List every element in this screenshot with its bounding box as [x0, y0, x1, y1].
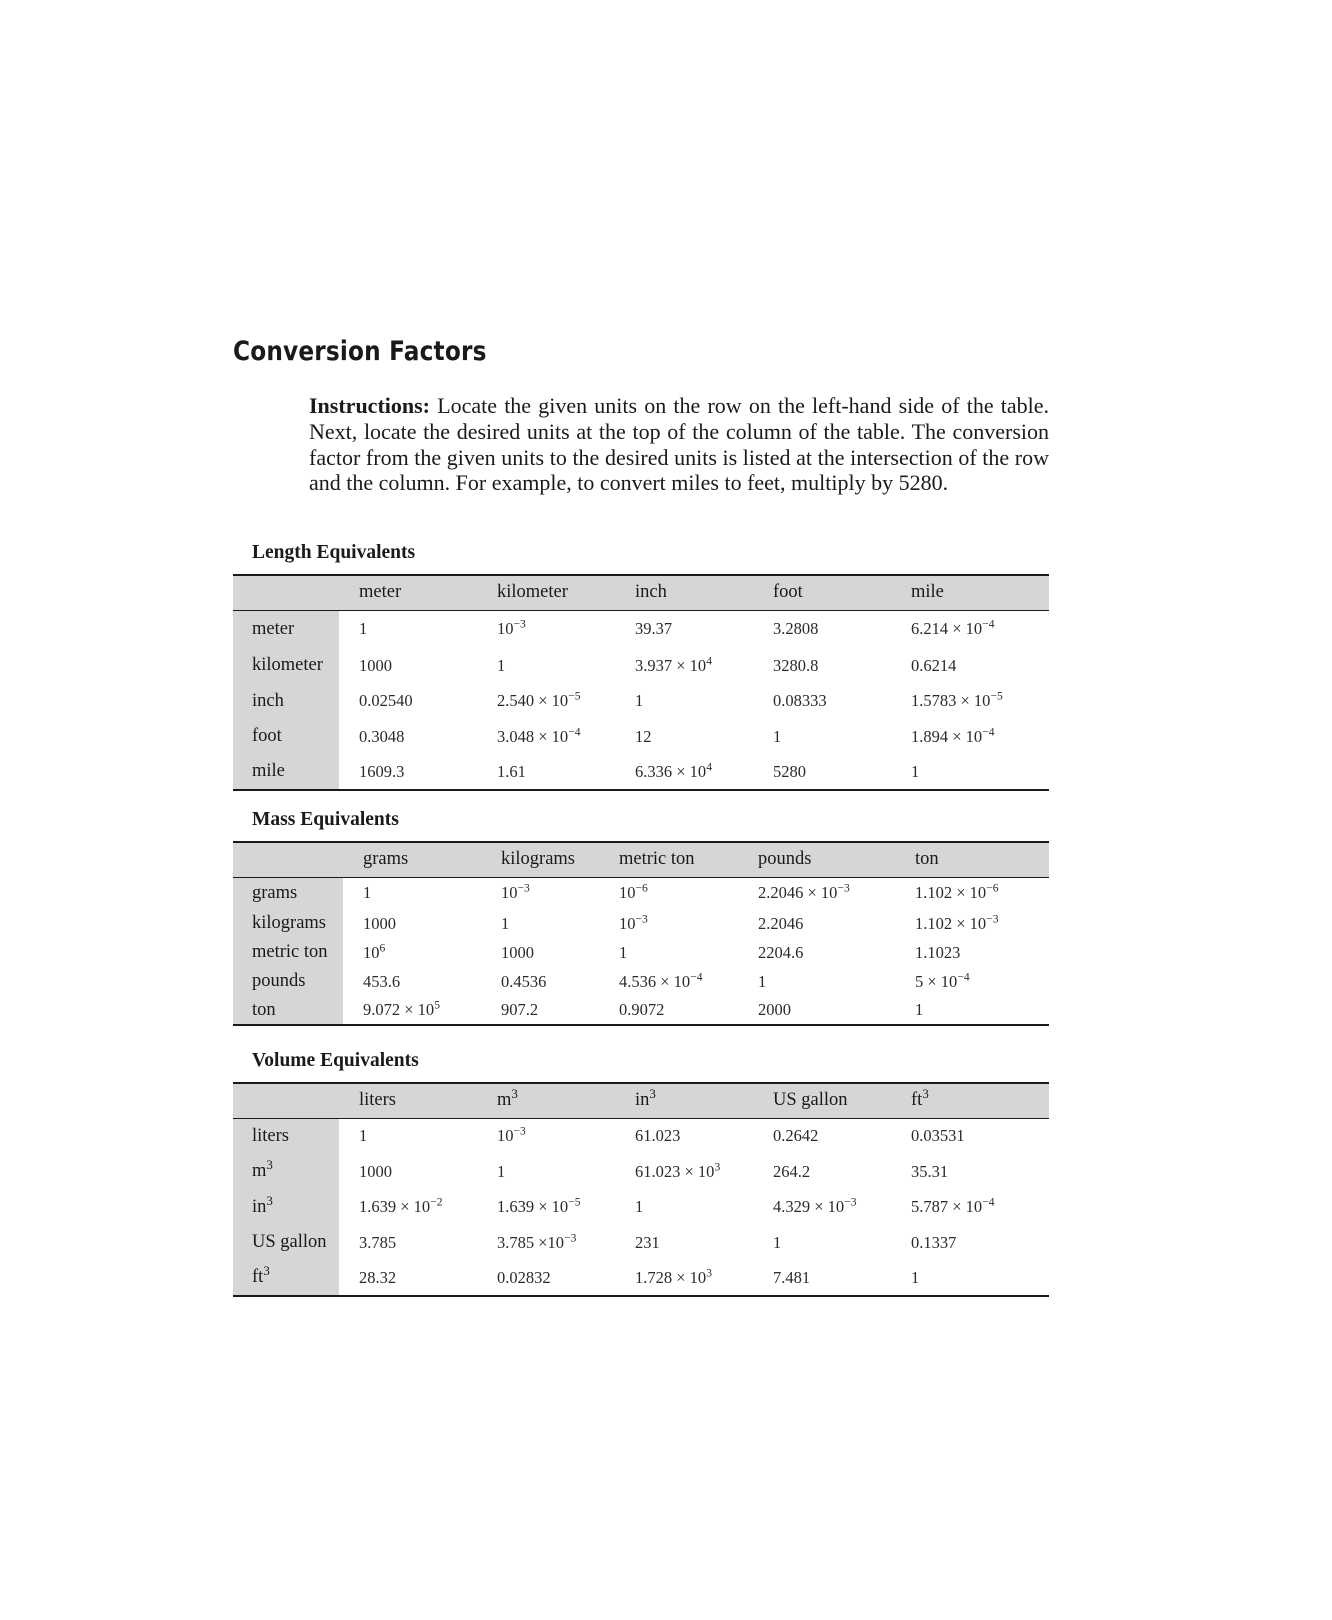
table-cell: $3.048 \times 10^{-4}$ [497, 726, 581, 746]
table-cell: 61.023 [635, 1126, 681, 1146]
table-cell: 1 [758, 971, 767, 991]
table-cell: 35.31 [911, 1161, 949, 1181]
table-cell: 0.1337 [911, 1232, 957, 1252]
table-cell: 1 [773, 726, 782, 746]
row-header-mile: mile [233, 755, 339, 791]
table-cell: $10^6$ [363, 942, 386, 962]
table-corner-cell [233, 1083, 339, 1118]
table-cell: 3280.8 [773, 655, 819, 675]
table-cell: 1 [497, 1161, 506, 1181]
row-header-kilometer: kilometer [233, 648, 339, 684]
table-row [233, 1190, 1049, 1226]
table-corner-cell [233, 842, 343, 877]
table-cell: 1 [911, 1267, 920, 1287]
row-header-us-gallon: US gallon [233, 1225, 339, 1261]
table-row [233, 938, 1049, 967]
row-header-inch: inch [233, 684, 339, 720]
column-header-inch: inch [615, 575, 753, 610]
column-header-metric-ton: metric ton [599, 842, 738, 877]
table-cell: 1 [911, 761, 920, 781]
mass-heading: Mass Equivalents [252, 809, 399, 830]
column-header-ton: ton [895, 842, 1049, 877]
table-cell: $1.639 \times 10^{-2}$ [359, 1196, 443, 1217]
column-header-ft3: $ft^3$ [891, 1083, 1049, 1118]
table-cell: 1 [915, 1000, 924, 1019]
column-header-grams: grams [343, 842, 481, 877]
table-cell: $10^{-3}$ [497, 1125, 526, 1146]
table-cell: $1.102 \times 10^{-3}$ [915, 913, 999, 933]
table-cell: $6.214 \times 10^{-4}$ [911, 618, 995, 639]
table-row [233, 610, 1049, 648]
row-header-foot: foot [233, 719, 339, 755]
column-header-in3: $in^3$ [615, 1083, 753, 1118]
table-cell: 2.2046 [758, 913, 804, 933]
table-cell: 0.02832 [497, 1267, 551, 1287]
instructions-text: Locate the given units on the row on the left-hand side of the table. Next, locate the desired units at the top of the column of the table. The conversion factor from the given units to the desired units is listed at the intersection of the row and the column. For example, to convert miles to feet, multiply by 5280. [309, 393, 1050, 496]
column-header-m3: $m^3$ [477, 1083, 615, 1118]
table-cell: $10^{-3}$ [501, 882, 530, 903]
row-header-liters: liters [233, 1118, 339, 1154]
table-cell: 0.2642 [773, 1126, 819, 1146]
table-cell: 2000 [758, 1000, 791, 1019]
length-section [233, 540, 1049, 791]
row-header-ton: ton [233, 996, 343, 1025]
table-row [233, 1225, 1049, 1261]
table-cell: $2.2046 \times 10^{-3}$ [758, 882, 850, 903]
length-heading: Length Equivalents [252, 542, 416, 563]
table-cell: 1 [773, 1232, 782, 1252]
table-cell: $5.787 \times 10^{-4}$ [911, 1196, 995, 1217]
table-cell: $9.072 \times 10^5$ [363, 999, 440, 1019]
table-cell: 39.37 [635, 619, 673, 639]
mass-table [233, 841, 1049, 1026]
volume-section [233, 1048, 1049, 1297]
table-header-row [233, 1083, 1049, 1118]
table-cell: 453.6 [363, 971, 401, 991]
table-cell: 0.08333 [773, 691, 827, 711]
table-cell: 0.4536 [501, 971, 547, 991]
table-cell: 5280 [773, 761, 806, 781]
table-row [233, 877, 1049, 909]
instructions-label: Instructions: [309, 393, 431, 418]
page-title: Conversion Factors [233, 336, 487, 367]
row-header-pounds: pounds [233, 967, 343, 996]
volume-heading: Volume Equivalents [252, 1050, 419, 1071]
table-row [233, 1154, 1049, 1190]
table-cell: 0.6214 [911, 655, 957, 675]
table-cell: 231 [635, 1232, 660, 1252]
table-row [233, 755, 1049, 791]
column-header-kilograms: kilograms [481, 842, 599, 877]
table-cell: $2.540 \times 10^{-5}$ [497, 690, 581, 711]
row-header-grams: grams [233, 877, 343, 909]
table-cell: 264.2 [773, 1161, 811, 1181]
table-cell: 1 [619, 942, 628, 962]
table-row [233, 967, 1049, 996]
table-cell: $10^{-3}$ [497, 618, 526, 639]
table-cell: 3.2808 [773, 619, 819, 639]
table-row [233, 996, 1049, 1025]
table-cell: 0.3048 [359, 726, 405, 746]
row-header-kilograms: kilograms [233, 909, 343, 938]
table-cell: 1000 [501, 942, 534, 962]
row-header-ft3: $ft^3$ [233, 1261, 339, 1297]
table-cell: 1 [635, 691, 644, 711]
table-row [233, 684, 1049, 720]
table-cell: 0.9072 [619, 1000, 665, 1019]
table-cell: $3.937 \times 10^4$ [635, 655, 712, 675]
table-header-row [233, 575, 1049, 610]
table-cell: 1 [359, 1126, 368, 1146]
column-header-us-gallon: US gallon [753, 1083, 891, 1118]
table-cell: $1.728 \times 10^3$ [635, 1267, 712, 1287]
table-cell: $10^{-6}$ [619, 882, 648, 903]
table-cell: 1000 [359, 655, 392, 675]
table-cell: 1.61 [497, 761, 526, 781]
table-row [233, 1118, 1049, 1154]
table-cell: 1000 [359, 1161, 392, 1181]
table-cell: $1.639 \times 10^{-5}$ [497, 1196, 581, 1217]
table-row [233, 1261, 1049, 1297]
table-row [233, 909, 1049, 938]
table-cell: $10^{-3}$ [619, 913, 648, 933]
table-corner-cell [233, 575, 339, 610]
table-cell: 1 [497, 655, 506, 675]
table-row [233, 719, 1049, 755]
length-table [233, 574, 1049, 791]
column-header-foot: foot [753, 575, 891, 610]
table-cell: $1.5783 \times 10^{-5}$ [911, 690, 1003, 711]
table-cell: 1 [359, 619, 368, 639]
table-cell: 28.32 [359, 1267, 397, 1287]
table-cell: 12 [635, 726, 652, 746]
table-cell: 1000 [363, 913, 396, 933]
table-cell: 1 [501, 913, 510, 933]
table-cell: $3.785 \times 10^{-3}$ [497, 1232, 577, 1252]
row-header-m3: $m^3$ [233, 1154, 339, 1190]
table-row [233, 648, 1049, 684]
instructions-paragraph [309, 393, 1049, 496]
table-cell: $6.336 \times 10^4$ [635, 761, 712, 781]
column-header-mile: mile [891, 575, 1049, 610]
column-header-kilometer: kilometer [477, 575, 615, 610]
column-header-meter: meter [339, 575, 477, 610]
table-cell: $1.894 \times 10^{-4}$ [911, 726, 995, 746]
table-cell: 2204.6 [758, 942, 804, 962]
table-cell: 7.481 [773, 1267, 811, 1287]
table-cell: $4.329 \times 10^{-3}$ [773, 1196, 857, 1217]
column-header-pounds: pounds [738, 842, 895, 877]
table-header-row [233, 842, 1049, 877]
table-cell: 907.2 [501, 1000, 539, 1019]
table-cell: 0.02540 [359, 691, 413, 711]
table-cell: 1 [635, 1197, 644, 1217]
volume-table [233, 1082, 1049, 1297]
table-cell: $5 \times 10^{-4}$ [915, 971, 970, 991]
mass-section [233, 807, 1049, 1026]
table-cell: 1609.3 [359, 761, 405, 781]
column-header-liters: liters [339, 1083, 477, 1118]
row-header-metric-ton: metric ton [233, 938, 343, 967]
table-cell: $1.102 \times 10^{-6}$ [915, 882, 999, 903]
row-header-meter: meter [233, 610, 339, 648]
table-cell: 3.785 [359, 1232, 397, 1252]
table-cell: 0.03531 [911, 1126, 965, 1146]
table-cell: $61.023 \times 10^3$ [635, 1161, 721, 1181]
table-cell: 1 [363, 883, 372, 903]
table-cell: 1.1023 [915, 942, 961, 962]
row-header-in3: $in^3$ [233, 1190, 339, 1226]
table-cell: $4.536 \times 10^{-4}$ [619, 971, 703, 991]
